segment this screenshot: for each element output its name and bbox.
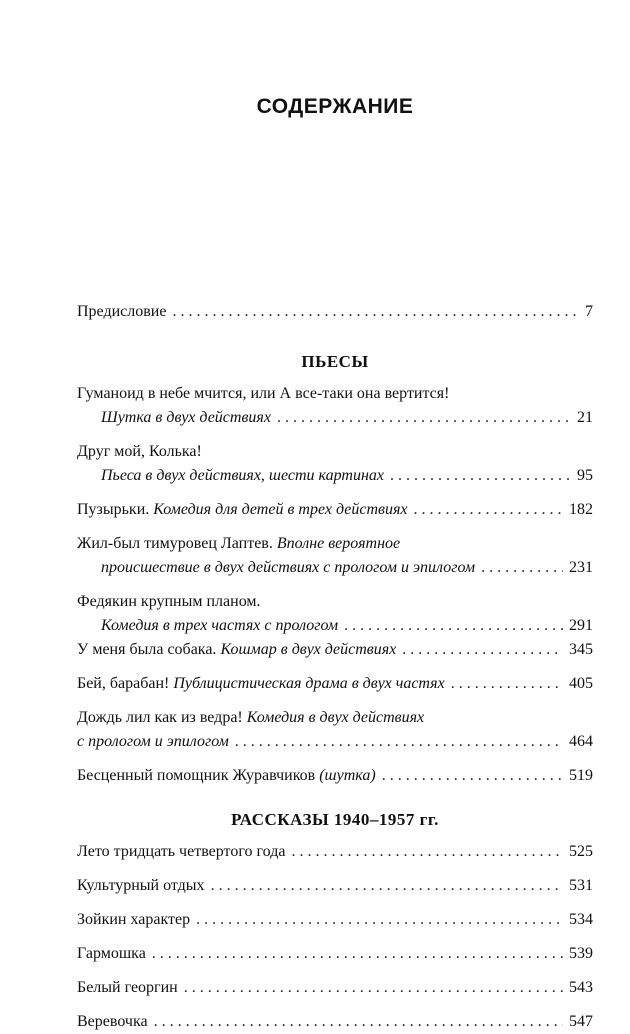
dot-leader [413,498,563,522]
page-number: 95 [577,467,593,484]
page-number: 182 [569,501,593,518]
section-heading-plays: ПЬЕСЫ [301,352,369,371]
page-number: 7 [585,303,593,320]
toc-entry [77,382,593,430]
toc-entry [77,638,593,662]
toc-entry [77,1010,593,1034]
entry-title: Жил-был тимуровец Лаптев. [77,535,273,552]
toc-entry [77,942,593,966]
toc-entry [77,764,593,788]
toc-entry [77,976,593,1000]
entry-subtitle: (шутка) [319,767,376,784]
page-number: 531 [569,877,593,894]
entry-title: Пузырьки. [77,501,150,518]
entry-subtitle: Вполне вероятное [276,535,401,552]
page-title: СОДЕРЖАНИЕ [256,95,414,118]
entry-title: Предисловие [77,303,167,320]
entry-subtitle-continued: с прологом и эпилогом [77,733,229,750]
toc-entry [77,840,593,864]
dot-leader [344,614,563,638]
entry-subtitle: Кошмар в двух действиях [220,641,397,658]
page-number: 291 [569,617,593,634]
entry-title: Дождь лил как из ведра! [77,709,243,726]
entry-subtitle: Публицистическая драма в двух частях [173,675,445,692]
page-number: 534 [569,911,593,928]
dot-leader [451,672,563,696]
page-number: 539 [569,945,593,962]
page-number: 547 [569,1013,593,1030]
entry-title: Культурный отдых [77,877,205,894]
dot-leader [154,1010,563,1034]
entry-subtitle: Комедия в двух действиях [246,709,425,726]
page-number: 543 [569,979,593,996]
entry-subtitle: Комедия в трех частях с прологом [101,617,339,634]
dot-leader [235,730,563,754]
entry-title: Гуманоид в небе мчится, или А все-таки она вертится! [77,385,450,402]
dot-leader [481,556,563,580]
toc-entry [77,590,593,638]
entry-title: Бей, барабан! [77,675,170,692]
entry-title: Федякин крупным планом. [77,593,261,610]
entry-title: У меня была собака. [77,641,217,658]
entry-subtitle: Шутка в двух действиях [101,409,271,426]
dot-leader [402,638,563,662]
dot-leader [277,406,571,430]
toc-entry [77,672,593,696]
entry-title: Лето тридцать четвертого года [77,843,286,860]
dot-leader [390,464,571,488]
page-number: 464 [569,733,593,750]
dot-leader [196,908,563,932]
toc-entry [77,874,593,898]
section-heading-stories: РАССКАЗЫ 1940–1957 гг. [231,810,439,829]
page-number: 519 [569,767,593,784]
page-number: 405 [569,675,593,692]
page-number: 231 [569,559,593,576]
entry-title: Зойкин характер [77,911,191,928]
toc-entry [77,498,593,522]
entry-subtitle: Пьеса в двух действиях, шести картинах [101,467,385,484]
entry-subtitle: Комедия для детей в трех действиях [153,501,408,518]
toc-entry-preface [77,300,593,324]
entry-title: Белый георгин [77,979,178,996]
table-of-contents [77,300,593,1034]
entry-title: Веревочка [77,1013,148,1030]
toc-entry [77,532,593,580]
dot-leader [291,840,563,864]
entry-title: Бесценный помощник Журавчиков [77,767,316,784]
entry-subtitle-continued: происшествие в двух действиях с прологом и эпилогом [101,559,476,576]
dot-leader [211,874,563,898]
toc-entry [77,908,593,932]
dot-leader [184,976,563,1000]
page-number: 21 [577,409,593,426]
dot-leader [382,764,563,788]
entry-title: Гармошка [77,945,146,962]
dot-leader [172,300,579,324]
page-number: 345 [569,641,593,658]
entry-title: Друг мой, Колька! [77,443,202,460]
dot-leader [152,942,563,966]
toc-entry [77,706,593,754]
page-number: 525 [569,843,593,860]
toc-entry [77,440,593,488]
